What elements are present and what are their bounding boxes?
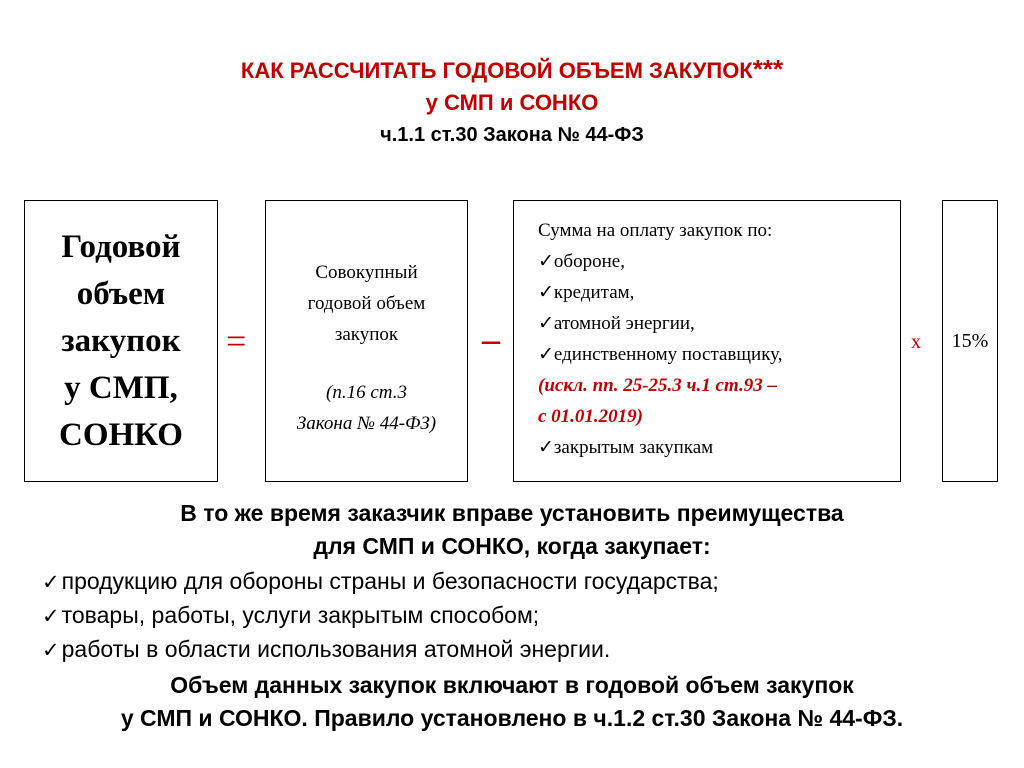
equals-sign: = bbox=[226, 321, 247, 361]
percent-box bbox=[942, 200, 998, 482]
check-icon: ✓ bbox=[538, 437, 554, 458]
total-volume-box bbox=[265, 200, 468, 482]
excluded-item: ✓атомной энергии, bbox=[538, 313, 695, 334]
outro-line: у СМП и СОНКО. Правило установлено в ч.1.2 ст.30 Закона № 44-ФЗ. bbox=[120, 705, 904, 731]
percent-value: 15% bbox=[951, 329, 989, 352]
check-icon: ✓ bbox=[538, 344, 554, 365]
bullet-item: ✓товары, работы, услуги закрытым способом; bbox=[42, 602, 540, 628]
total-volume-line: закупок bbox=[334, 324, 399, 345]
excluded-item: ✓кредитам, bbox=[538, 282, 635, 303]
check-icon: ✓ bbox=[538, 282, 554, 303]
check-icon: ✓ bbox=[42, 571, 60, 594]
title-stars: *** bbox=[752, 54, 784, 84]
outro-line: Объем данных закупок включают в годовой объем закупок bbox=[170, 672, 854, 698]
annual-volume-line: закупок bbox=[61, 322, 181, 359]
minus-sign: – bbox=[482, 319, 500, 359]
total-volume-ref-line: Закона № 44-ФЗ) bbox=[296, 413, 437, 434]
annual-volume-line: СОНКО bbox=[59, 416, 183, 453]
check-icon: ✓ bbox=[42, 605, 60, 628]
check-icon: ✓ bbox=[42, 639, 60, 662]
excluded-item: ✓единственному поставщику, bbox=[538, 344, 783, 365]
annual-volume-box bbox=[24, 200, 218, 482]
multiply-sign: х bbox=[911, 331, 921, 353]
bullet-item: ✓продукцию для обороны страны и безопасности государства; bbox=[42, 568, 719, 594]
intro-line: для СМП и СОНКО, когда закупает: bbox=[313, 533, 711, 559]
check-icon: ✓ bbox=[538, 313, 554, 334]
check-icon: ✓ bbox=[538, 251, 554, 272]
exception-note: с 01.01.2019) bbox=[538, 406, 644, 427]
annual-volume-line: Годовой bbox=[61, 228, 181, 265]
law-reference: ч.1.1 ст.30 Закона № 44-ФЗ bbox=[380, 124, 644, 146]
excluded-sums-heading: Сумма на оплату закупок по: bbox=[538, 220, 773, 241]
bullet-item: ✓работы в области использования атомной энергии. bbox=[42, 636, 611, 662]
total-volume-text bbox=[266, 257, 467, 350]
exception-note: (искл. пп. 25-25.3 ч.1 ст.93 – bbox=[538, 375, 777, 396]
excluded-sums-box bbox=[513, 200, 901, 482]
page-subtitle: у СМП и СОНКО bbox=[425, 90, 599, 115]
intro-line: В то же время заказчик вправе установить преимущества bbox=[180, 500, 844, 526]
title-line1: КАК РАССЧИТАТЬ ГОДОВОЙ ОБЪЕМ ЗАКУПОК bbox=[240, 58, 753, 83]
annual-volume-line: объем bbox=[76, 275, 166, 312]
total-volume-ref bbox=[266, 377, 467, 439]
total-volume-ref-line: (п.16 ст.3 bbox=[326, 382, 407, 403]
excluded-item: ✓обороне, bbox=[538, 251, 625, 272]
page-title bbox=[0, 54, 1024, 89]
annual-volume-line: у СМП, bbox=[64, 369, 178, 406]
excluded-item: ✓закрытым закупкам bbox=[538, 437, 714, 458]
total-volume-line: Совокупный bbox=[315, 262, 418, 283]
total-volume-line: годовой объем bbox=[307, 293, 426, 314]
